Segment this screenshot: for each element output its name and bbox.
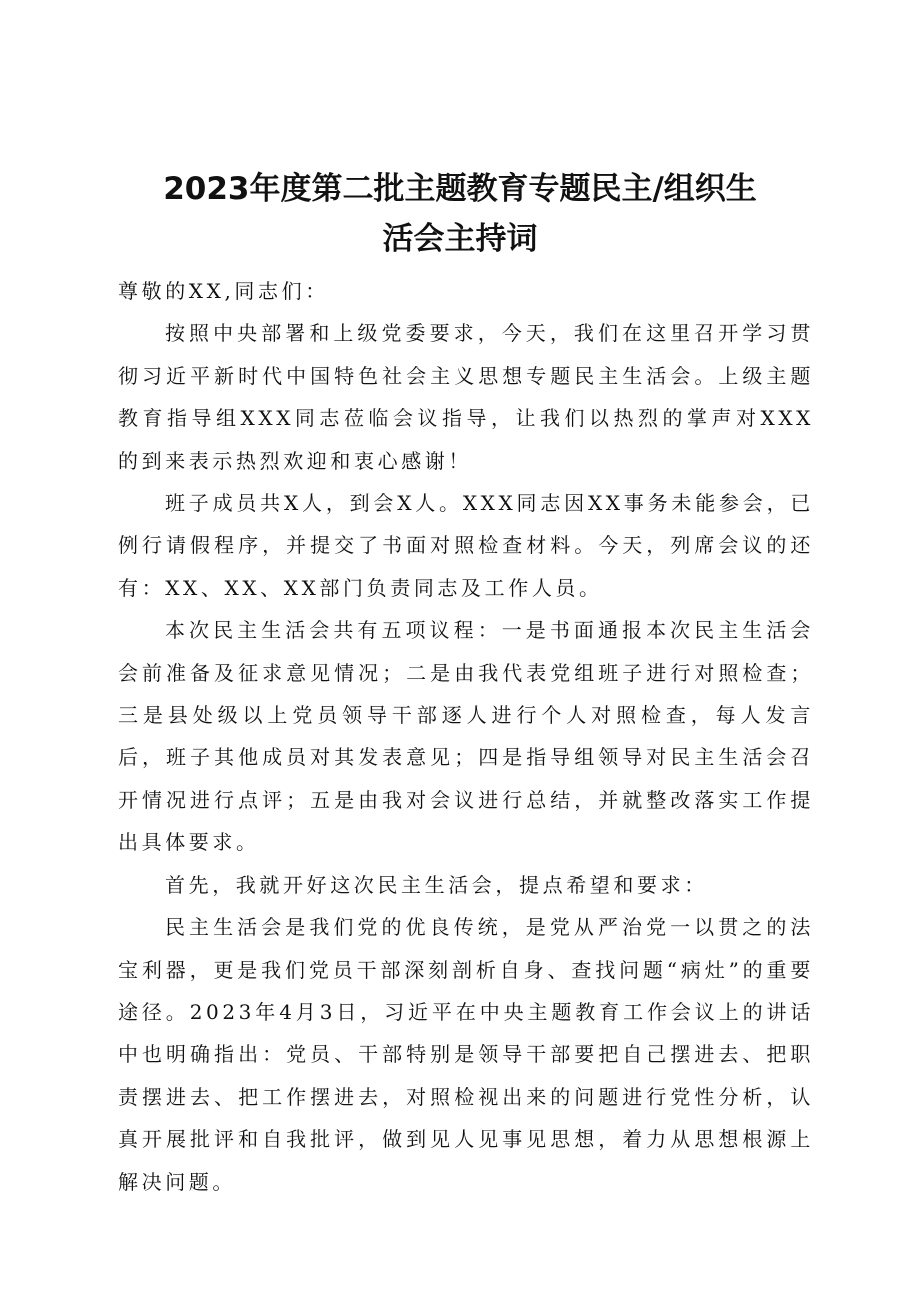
paragraph-requirements-intro: 首先，我就开好这次民主生活会，提点希望和要求：	[165, 872, 708, 897]
paragraph-opening: 按照中央部署和上级党委要求，今天，我们在这里召开学习贯彻习近平新时代中国特色社会主义思想专题民主生活会。上级主题教育指导组XXX同志莅临会议指导，让我们以热烈的掌声对XXX的到来表示热烈欢迎和衷心感谢！	[118, 321, 814, 473]
document-body	[118, 270, 814, 1203]
paragraph-attendance: 班子成员共X人，到会X人。XXX同志因XX事务未能参会，已例行请假程序，并提交了书面对照检查材料。今天，列席会议的还有：XX、XX、XX部门负责同志及工作人员。	[118, 491, 814, 600]
document-title	[110, 164, 810, 264]
document-title-line-1: 2023年度第二批主题教育专题民主/组织生	[163, 171, 757, 207]
paragraph-tradition: 民主生活会是我们党的优良传统，是党从严治党一以贯之的法宝利器，更是我们党员干部深刻剖析自身、查找问题“病灶”的重要途径。2023年4月3日，习近平在中央主题教育工作会议上的讲话中也明确指出：党员、干部特别是领导干部要把自己摆进去、把职责摆进去、把工作摆进去，对照检视出来的问题进行党性分析，认真开展批评和自我批评，做到见人见事见思想，着力从思想根源上解决问题。	[118, 915, 814, 1194]
salutation: 尊敬的XX,同志们：	[118, 279, 329, 303]
document-title-line-2: 活会主持词	[382, 221, 538, 257]
paragraph-agenda: 本次民主生活会共有五项议程：一是书面通报本次民主生活会会前准备及征求意见情况；二是由我代表党组班子进行对照检查；三是县处级以上党员领导干部逐人进行个人对照检查，每人发言后，班子其他成员对其发表意见；四是指导组领导对民主生活会召开情况进行点评；五是由我对会议进行总结，并就整改落实工作提出具体要求。	[118, 618, 814, 855]
